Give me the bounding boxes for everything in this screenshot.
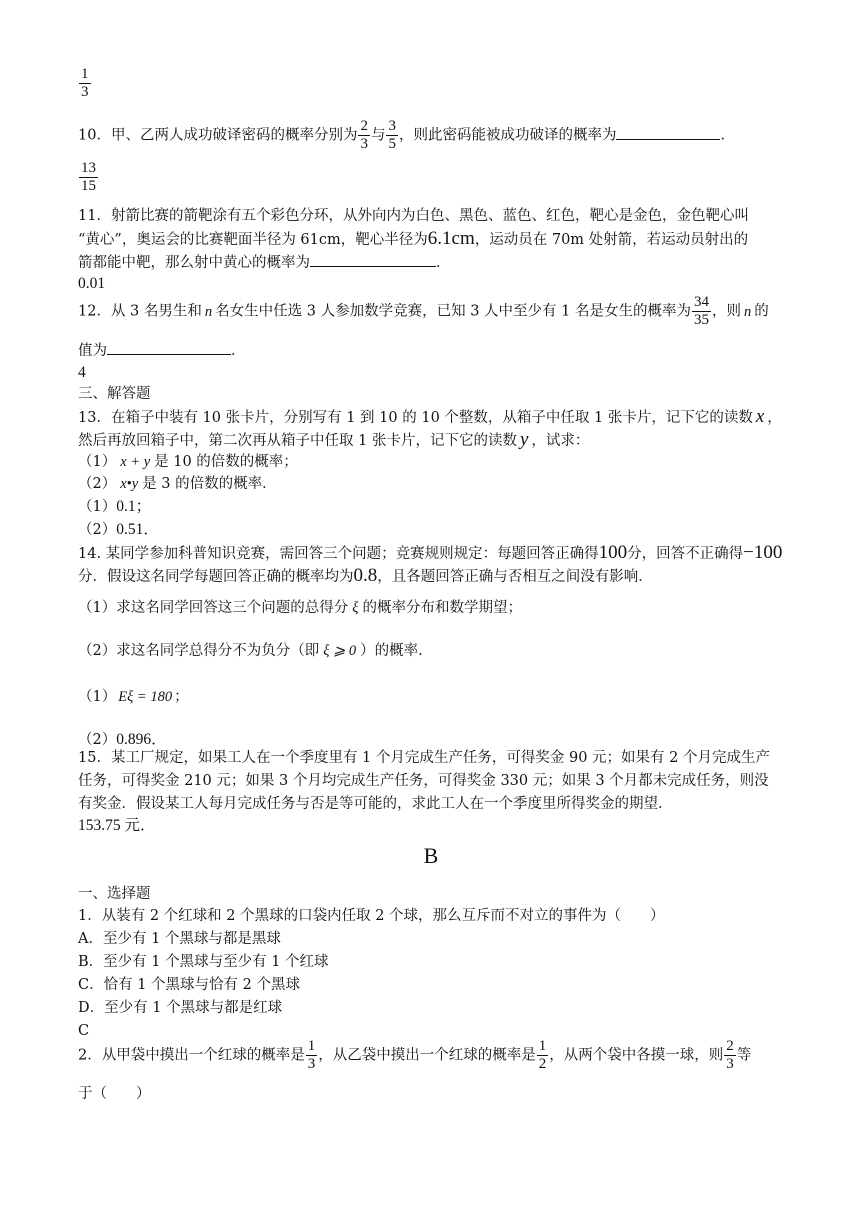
- question-11-line-1: 11．射箭比赛的箭靶涂有五个彩色分环，从外向内为白色、黑色、蓝色、红色，靶心是金色，金色靶心叫: [78, 208, 749, 224]
- b1-answer: C: [78, 1023, 90, 1039]
- q9-answer: [78, 66, 784, 101]
- fraction: $\frac{1}{3}$: [81, 66, 89, 100]
- answer-blank: [310, 252, 436, 267]
- question-15-line-1: 15．某工厂规定，如果工人在一个季度里有 1 个月完成生产任务，可得奖金 90 元；如果有 2 个月完成生产: [78, 750, 771, 766]
- q13-answer-2: （2）0.51．: [78, 521, 159, 538]
- fraction: $\frac{2}{3}$: [360, 118, 368, 152]
- question-15-line-2: 任务，可得奖金 210 元；如果 3 个月均完成生产任务，可得奖金 330 元；如果 3 个月都未完成任务，则没: [78, 773, 769, 789]
- q13-answer-1: （1）0.1；: [78, 498, 152, 515]
- question-12-line-1: 12．从 3 名男生和 n 名女生中任选 3 人参加数学竞赛，已知 3 人中至少有 1 名是女生的概率为 $\frac{34}{35}$ ，则 n 的: [78, 294, 769, 328]
- q12-answer: 4: [78, 364, 86, 381]
- question-12-line-2: 值为 ．: [78, 340, 784, 361]
- fraction: $\frac{13}{15}$: [81, 160, 96, 194]
- question-10: 10．甲、乙两人成功破译密码的概率分别为 $\frac{2}{3}$ 与 $\frac{3}{5}$ ，则此密码能被成功破译的概率为 ．: [78, 118, 735, 152]
- fraction: $\frac{1}{2}$: [538, 1038, 547, 1072]
- fraction: $\frac{1}{3}$: [307, 1038, 316, 1072]
- b-question-2-line-2: 于（ ）: [78, 1086, 151, 1102]
- question-11-line-3: 箭都能中靶，那么射中黄心的概率为 ．: [78, 252, 784, 273]
- question-14-line-2: 分．假设这名同学每题回答正确的概率均为0.8，且各题回答正确与否相互之间没有影响．: [78, 565, 653, 586]
- question-11-line-2: “黄心”，奥运会的比赛靶面半径为 61cm，靶心半径为6.1cm，运动员在 70m 处射箭，若运动员射出的: [78, 228, 749, 249]
- question-14-part-2: （2）求这名同学总得分不为负分（即 ξ ⩾ 0 ）的概率．: [78, 643, 433, 659]
- option-b: B．至少有 1 个黑球与至少有 1 个红球: [78, 954, 329, 970]
- question-14-line-1: 14. 某同学参加科普知识竞赛，需回答三个问题；竞赛规则规定：每题回答正确得100分，回答不正确得−100: [78, 542, 783, 563]
- question-15-line-3: 有奖金．假设某工人每月完成任务与否是等可能的，求此工人在一个季度里所得奖金的期望．: [78, 796, 673, 812]
- section-b-title: B: [423, 843, 439, 868]
- answer-blank: [107, 340, 231, 355]
- b-question-2-line-1: 2．从甲袋中摸出一个红球的概率是 $\frac{1}{3}$ ，从乙袋中摸出一个红球的概率是 $\frac{1}{2}$ ，从两个袋中各摸一球，则 $\frac{2}{3}$ 等: [78, 1038, 752, 1072]
- question-13-line-2: 然后再放回箱子中，第二次再从箱子中任取 1 张卡片，记下它的读数 y ，试求：: [78, 429, 590, 450]
- q14-answer-1: （1） Eξ = 180 ；: [78, 689, 189, 705]
- fraction: $\frac{34}{35}$: [694, 294, 709, 328]
- answer-blank: [616, 125, 720, 140]
- q15-answer: 153.75 元．: [78, 817, 156, 834]
- section-heading-1: 一、选择题: [78, 886, 151, 902]
- option-a: A．至少有 1 个黑球与都是黑球: [78, 931, 281, 947]
- section-heading-3: 三、解答题: [78, 386, 151, 402]
- option-c: C．恰有 1 个黑球与恰有 2 个黑球: [78, 977, 300, 993]
- fraction: $\frac{3}{5}$: [388, 118, 396, 152]
- fraction: $\frac{2}{3}$: [726, 1038, 734, 1072]
- q14-answer-2: （2）0.896．: [78, 731, 167, 748]
- question-13-part-1: （1） x + y 是 10 的倍数的概率；: [78, 454, 298, 470]
- question-13-part-2: （2） x•y 是 3 的倍数的概率．: [78, 476, 277, 492]
- option-d: D．至少有 1 个黑球与都是红球: [78, 1000, 283, 1016]
- q11-answer: 0.01: [78, 275, 106, 292]
- question-14-part-1: （1）求这名同学回答这三个问题的总得分 ξ 的概率分布和数学期望；: [78, 600, 522, 616]
- q10-answer: [78, 160, 784, 195]
- question-13-line-1: 13．在箱子中装有 10 张卡片，分别写有 1 到 10 的 10 个整数，从箱子中任取 1 张卡片，记下它的读数 x ，: [78, 406, 782, 427]
- b-question-1: 1．从装有 2 个红球和 2 个黑球的口袋内任取 2 个球，那么互斥而不对立的事件为（ ）: [78, 908, 665, 924]
